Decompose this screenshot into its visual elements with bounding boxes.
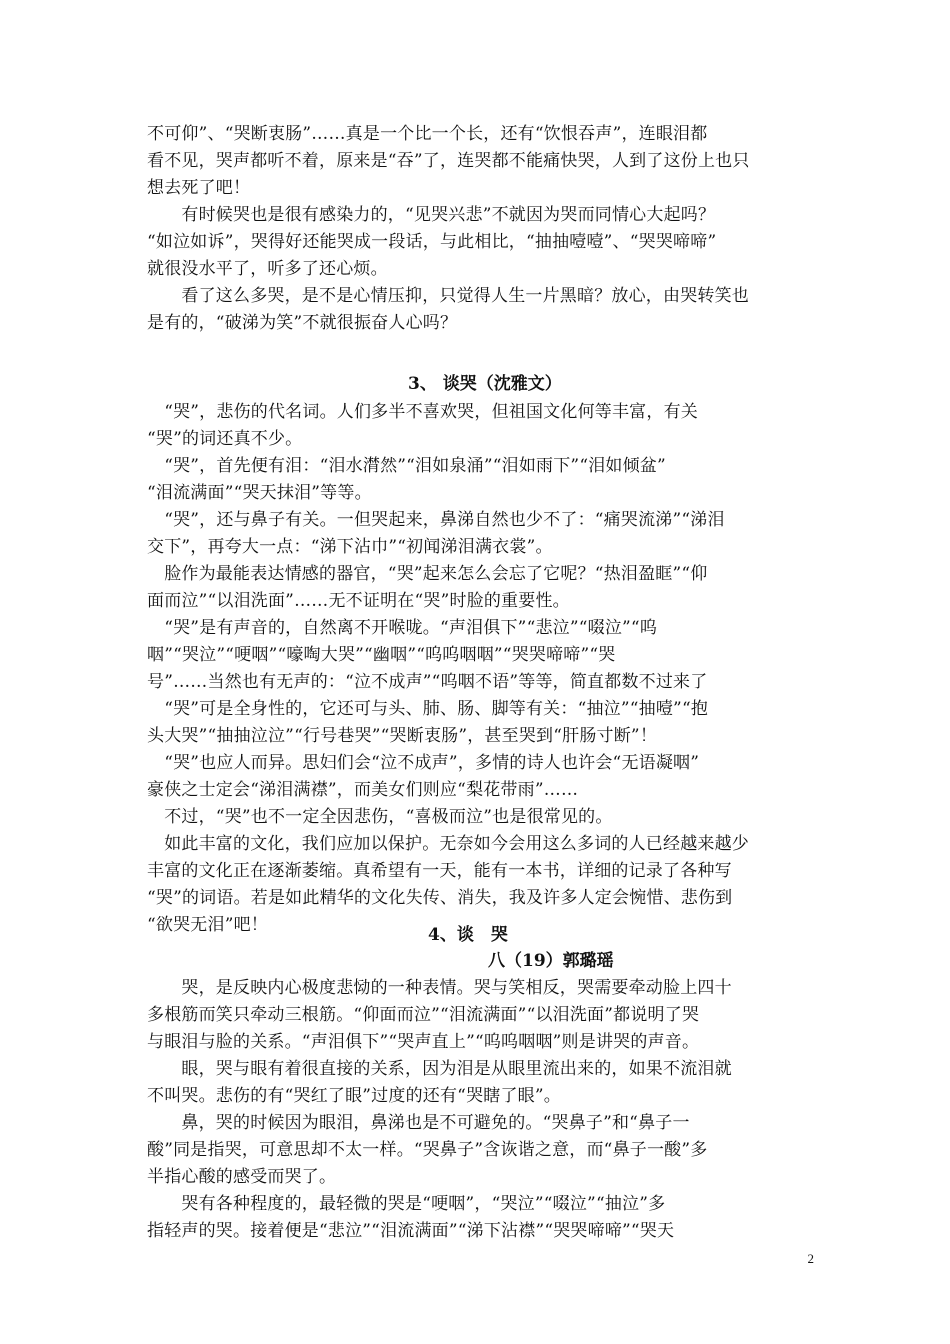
text-line: 多根筋而笑只牵动三根筋。“仰面而泣”“泪流满面”“以泪洗面”都说明了哭 [147,1005,700,1025]
text-line: 就很没水平了，听多了还心烦。 [147,259,388,279]
text-line: 号”……当然也有无声的：“泣不成声”“呜咽不语”等等，简直都数不过来了 [147,672,708,692]
text-line: 脸作为最能表达情感的器官，“哭”起来怎么会忘了它呢？“热泪盈眶”“仰 [147,564,708,584]
text-line: 哭，是反映内心极度悲恸的一种表情。哭与笑相反，哭需要牵动脸上四十 [147,978,732,998]
text-line: 不过，“哭”也不一定全因悲伤，“喜极而泣”也是很常见的。 [147,807,613,827]
text-line: “哭”的词还真不少。 [147,429,303,449]
text-line: 半指心酸的感受而哭了。 [147,1167,337,1187]
text-line: 头大哭”“抽抽泣泣”“行号巷哭”“哭断衷肠”，甚至哭到“肝肠寸断”！ [147,726,658,746]
page-number: 2 [807,1251,814,1266]
text-line: 酸”同是指哭，可意思却不太一样。“哭鼻子”含诙谐之意，而“鼻子一酸”多 [147,1140,708,1160]
text-line: “哭”，还与鼻子有关。一但哭起来，鼻涕自然也少不了：“痛哭流涕”“涕泪 [147,510,725,530]
section-heading: 3、 谈哭（沈雅文） [408,374,562,394]
text-line: 不可仰”、“哭断衷肠”……真是一个比一个长，还有“饮恨吞声”，连眼泪都 [147,124,708,144]
text-line: “哭”可是全身性的，它还可与头、肺、肠、脚等有关：“抽泣”“抽噎”“抱 [147,699,709,719]
text-line: 豪侠之士定会“涕泪满襟”，而美女们则应“梨花带雨”…… [147,780,579,800]
text-line: “哭”也应人而异。思妇们会“泣不成声”，多情的诗人也许会“无语凝咽” [147,753,700,773]
text-line: “欲哭无泪”吧！ [147,915,268,935]
text-line: “哭”，悲伤的代名词。人们多半不喜欢哭，但祖国文化何等丰富，有关 [147,402,698,422]
text-line: “哭”是有声音的，自然离不开喉咙。“声泪俱下”“悲泣”“啜泣”“呜 [147,618,658,638]
text-line: 看了这么多哭，是不是心情压抑，只觉得人生一片黑暗？放心，由哭转笑也 [147,286,749,306]
text-line: “泪流满面”“哭天抹泪”等等。 [147,483,372,503]
text-line: 鼻，哭的时候因为眼泪，鼻涕也是不可避免的。“哭鼻子”和“鼻子一 [147,1113,690,1133]
text-line: “如泣如诉”，哭得好还能哭成一段话，与此相比，“抽抽噎噎”、“哭哭啼啼” [147,232,717,252]
text-line: “哭”的词语。若是如此精华的文化失传、消失，我及许多人定会惋惜、悲伤到 [147,888,733,908]
text-line: 是有的，“破涕为笑”不就很振奋人心吗？ [147,313,458,333]
text-line: 交下”，再夸大一点：“涕下沾巾”“初闻涕泪满衣裳”。 [147,537,553,557]
text-line: 哭有各种程度的，最轻微的哭是“哽咽”，“哭泣”“啜泣”“抽泣”多 [147,1194,666,1214]
text-line: “哭”，首先便有泪：“泪水潸然”“泪如泉涌”“泪如雨下”“泪如倾盆” [147,456,666,476]
text-line: 与眼泪与脸的关系。“声泪俱下”“哭声直上”“呜呜咽咽”则是讲哭的声音。 [147,1032,700,1052]
section-heading: 4、谈 哭 [428,925,508,945]
text-line: 有时候哭也是很有感染力的，“见哭兴悲”不就因为哭而同情心大起吗？ [147,205,716,225]
text-line: 丰富的文化正在逐渐萎缩。真希望有一天，能有一本书，详细的记录了各种写 [147,861,732,881]
text-line: 如此丰富的文化，我们应加以保护。无奈如今会用这么多词的人已经越来越少 [147,834,749,854]
text-line: 面而泣”“以泪洗面”……无不证明在“哭”时脸的重要性。 [147,591,570,611]
text-line: 想去死了吧！ [147,178,251,198]
text-line: 看不见，哭声都听不着，原来是“吞”了，连哭都不能痛快哭，人到了这份上也只 [147,151,750,171]
text-line: 指轻声的哭。接着便是“悲泣”“泪流满面”“涕下沾襟”“哭哭啼啼”“哭天 [147,1221,675,1241]
section-author: 八（19）郭璐瑶 [488,951,614,971]
text-line: 咽”“哭泣”“哽咽”“嚎啕大哭”“幽咽”“呜呜咽咽”“哭哭啼啼”“哭 [147,645,616,665]
text-line: 不叫哭。悲伤的有“哭红了眼”过度的还有“哭瞎了眼”。 [147,1086,561,1106]
text-line: 眼，哭与眼有着很直接的关系，因为泪是从眼里流出来的，如果不流泪就 [147,1059,732,1079]
